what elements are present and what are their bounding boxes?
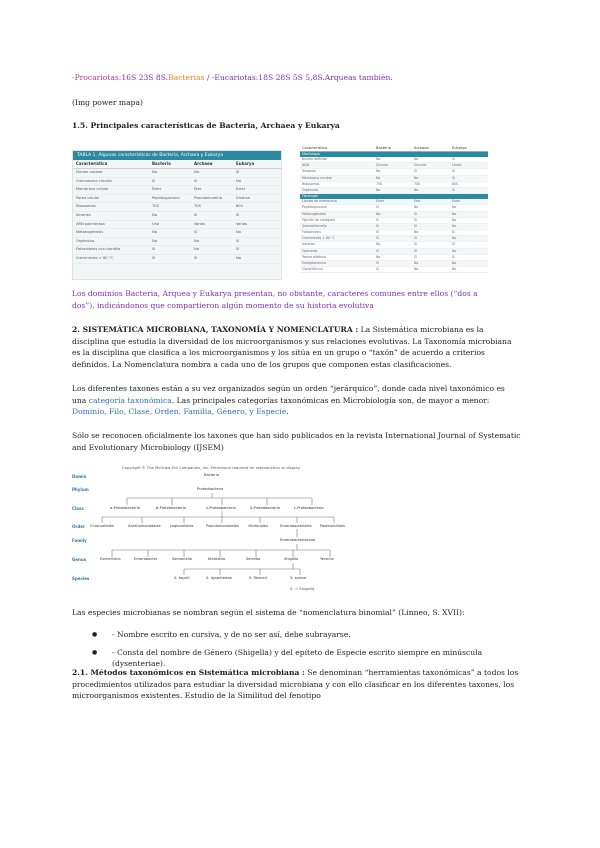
table-row [73,195,281,204]
taxonomy-diagram [72,465,372,595]
order-node: Legionellales [170,524,194,528]
taxones-text-2: . Las principales categorías taxonómicas en Microbiología son, de mayor a menor: [171,395,490,405]
table-cell: No [376,169,381,174]
table-cell: Operones [302,248,318,253]
table-cell: No [236,230,241,235]
table-cell: Sí [376,205,379,210]
table-row [73,186,281,195]
section-2-text: La Sistemática microbiana es la disciplina que estudia la diversidad de los microorganismos y sus relaciones evolutivas. La Taxonomía microbiana es la disciplina que clasifica a los microorganismos y los sitúa en un grupo o “taxón” de acuerdo a criterios definidos. La Nomenclatura nombra a cada uno de los grupos que componen estas clasificaciones. [72,325,512,369]
class-node: δ-Proteobacteria [250,506,280,510]
table-cell: Circular [414,163,427,168]
species-node: S. dysenteriae [206,576,232,580]
level-genus: Genus [72,557,87,562]
table-cell: Sí [376,223,379,228]
table-cell: ARN polimerasa [76,221,105,226]
table-cell: Sí [452,242,455,247]
table-cell: No [414,205,419,210]
species-node: S. sonnei [290,576,307,580]
table-cell: Sí [152,178,156,183]
table-cell: No [376,211,381,216]
table-cell: No [376,254,381,259]
table-cell: No [152,212,157,217]
table-cell: Intrones [76,212,91,217]
table-cell: Éter [414,199,421,204]
genus-node: Serratia [246,557,261,561]
table-cell: 70S [152,204,159,209]
table-cell: Ribosomas [302,181,320,186]
table-cell: Metanogénesis [302,211,327,216]
table-cell: Sí [376,261,379,265]
table-column-headers [300,145,488,152]
table-cell: No [152,170,157,174]
table-cell: Éter [194,187,202,192]
table-cell: Sí [452,169,455,174]
species-node: S. boydii [174,576,190,580]
genus-node: Yersinia [320,557,334,561]
level-family: Family [72,538,87,543]
col-header: Bacteria [152,161,171,166]
col-header: Archaea [194,161,213,166]
table-cell: Sí [414,217,417,222]
table-cell: No [452,267,457,272]
species-caption: S. = Shigella [290,586,315,591]
section-1-5-title: 1.5. Principales características de Bacteria, Archaea y Eukarya [72,121,340,130]
table-row [73,169,281,178]
procariotas-value: 16S 23S 8S. [121,73,169,82]
table-cell: Sí [376,217,379,222]
table-cell: Sí [414,236,417,241]
table-cell: Cloranfenicol [302,267,323,272]
table-cell: Orgánulos [302,187,319,192]
table-cell: Éster [152,187,162,192]
table-cell: Fotosíntesis [302,230,321,235]
table-cell: No [376,242,381,247]
table-cell: Intrones [302,242,316,247]
table-cell: Diversa [236,195,250,200]
table-cell: Sí [236,238,240,243]
family-node: Enterobacteriaceae [280,538,316,542]
table-cell: No [414,187,419,192]
ribosome-line [72,72,532,84]
table-cell: Crecimiento > 80 °C [302,236,335,241]
genus-node: Klebsiella [208,557,226,561]
table-cell: Sí [376,248,379,253]
table-cell: Metanogénesis [76,230,104,235]
section-2-1-paragraph [72,667,522,702]
table-cell: Sí [414,254,417,259]
level-domain: Domin [72,474,87,479]
genus-node: Escherichia [100,557,121,561]
binomial-paragraph: Las especies microbianas se nombran según el sistema de “nomenclatura binomial” (Linneo, S. XVII): [72,608,465,617]
taxones-paragraph [72,383,512,418]
table-cell: Sí [452,157,455,161]
table-cell: Pseudomureína [194,195,222,200]
table-cell: Núcleo nuclear [76,170,103,174]
table-section-header: Fisiología [300,194,488,199]
table-cell: No [414,230,419,235]
common-characters-paragraph: Los dominios Bacteria, Arquea y Eukarya presentan, no obstante, caracteres comunes entre ellos (“dos a dos”), indicándonos que compartieron algún momento de su historia evolutiva [72,289,478,310]
bacterias-word: Bacterias [168,73,205,82]
table-cell: Sí [414,242,417,247]
table-cell: Núcleo definido [302,157,327,161]
table-cell: Sí [194,212,198,217]
species-node: S. flexneri [249,576,268,580]
col-header: Eukarya [236,161,255,166]
level-species: Species [72,576,90,581]
table-cell: Estreptomicina [302,261,326,265]
table-cell: Peptidoglucano [152,195,180,200]
table-cell: No [376,175,381,180]
table-cell: Varias [194,221,205,226]
section-2-1-title: 2.1. Métodos taxonómicos en Sistemática microbiana : [72,668,305,677]
table-cell: 70S [194,204,201,209]
table-cell: Quimiolitotrofía [302,223,327,228]
order-node: Pasteurellales [320,524,345,528]
table-cell: Circular [376,163,389,168]
table-cell: Toxina diftérica [302,254,327,259]
table-cell: Cromosoma circular [76,178,113,183]
table-cell: Lineal [452,163,462,168]
table-cell: Éster [236,187,246,192]
table-cell: No [152,238,157,243]
table-cell: Varias [236,221,247,226]
copyright-caption: Copyright © The McGraw-Hill Companies, Inc. Permission required for reproduction or display. [122,465,301,470]
order-node: Enterobacteriales [280,524,312,528]
list-item: ● - Consta del nombre de Género (Shigella) y del epíteto de Especie escrito siempre en minúscula (dysenteriae). [92,647,532,670]
table-cell: No [376,187,381,192]
table-cell: No [414,157,419,161]
table-cell: Fijación de nitrógeno [302,217,336,222]
class-node: β-Proteobacteria [156,506,186,510]
table-cell: 80S [236,204,243,209]
table-header: TABLA 1. Algunas características de Bacteria, Archaea y Eukarya [73,151,281,160]
img-note: (Img power mapa) [72,98,143,107]
table-cell: No [452,236,457,241]
categories-list: Dominio, Filo, Clase, Orden, Familia, Género, y Especie [72,407,287,416]
characteristics-table-image [72,150,282,280]
genus-node: Shigella [284,557,299,561]
table-cell: Sí [152,255,156,260]
table-cell: Sí [414,211,417,216]
table-row [73,238,281,247]
table-cell: Sí [452,187,455,192]
order-node: Xanthomonadales [128,524,161,528]
table-cell: Sí [414,169,417,174]
table-cell: Histonas [302,169,316,174]
list-item: ● - Nombre escrito en cursiva, y de no ser así, debe subrayarse. [92,629,532,641]
table-cell: No [452,217,457,222]
genus-node: Enterobacter [134,557,158,561]
table-row [73,246,281,255]
table-cell: Sí [452,254,455,259]
table-cell: Orgánulos [76,238,95,243]
table-cell: No [452,261,457,265]
eucariotas-text: / -Eucariotas:18S 28S 5S 5,8S.Arqueas también. [204,73,393,82]
ijsem-paragraph: Sólo se reconocen oficialmente los taxones que han sido publicados en la revista International Journal of Systematic and Evolutionary Microbiology (IJSEM) [72,431,521,452]
order-node: Vibrionales [248,524,268,528]
section-2-1-text: Se denominan “herramientas taxonómicas” a todos los procedimientos utilizados para estudiar la diversidad microbiana y con ello clasificar en los diferentes taxones, los microorganismos existentes. Estudio de la Similitud del fenotipo [72,668,519,700]
table-cell: No [194,238,199,243]
table-cell: Sí [414,248,417,253]
table-row [73,212,281,221]
table-cell: Sí [452,175,455,180]
table-cell: Lípidos de membrana [302,199,337,204]
phylum-node: Proteobacteria [197,487,224,491]
table-row [73,178,281,187]
section-2-paragraph [72,324,512,370]
order-node: Chromatiales [90,524,114,528]
level-phylum: Phylum [72,487,89,492]
table-cell: Sí [236,170,240,174]
level-order: Order [72,524,85,529]
order-node: Pseudomonadales [206,524,239,528]
genus-node: Salmonella [172,557,192,561]
table-row [73,221,281,230]
table-cell: Crecimiento > 80 °C [76,255,114,260]
characteristics-table-image-2 [300,145,488,273]
table-cell: Una [152,221,160,226]
table-cell: No [452,223,457,228]
table-row [300,267,488,273]
table-cell: No [194,170,199,174]
col-header: Característica [302,146,327,150]
table-cell: Peptidoglucano [302,205,327,210]
table-cell: Sí [194,230,198,235]
table-cell: Membrana celular [76,187,109,192]
taxones-text: Los diferentes taxones están a su vez organizados según un orden “jerárquico”, donde cada nivel taxonómico es una [72,384,505,405]
categoria-link: categoría taxonómica [88,395,172,405]
table-cell: No [194,247,199,252]
table-cell: Sí [376,230,379,235]
domain-value: Bacteria [204,473,219,477]
table-cell: 80S [452,181,459,186]
table-cell: Sí [376,267,379,272]
class-node: γ-Proteobacteria [206,506,236,510]
col-header: Eukarya [452,146,467,150]
table-cell: No [452,248,457,253]
table-body [300,152,488,273]
section-2-title: 2. SISTEMÁTICA MICROBIANA, TAXONOMÍA Y NOMENCLATURA : [72,325,359,334]
procariotas-label: -Procariotas: [72,73,122,82]
class-node: ε-Proteobacteria [294,506,324,510]
table-cell: Sí [452,230,455,235]
table-cell: Sí [194,255,198,260]
table-cell: No [414,261,419,265]
table-cell: Pared celular [76,195,100,200]
table-cell: No [452,205,457,210]
level-class: Class [72,506,84,511]
table-cell: Éster [376,199,385,204]
table-row [73,255,281,264]
col-header: Bacteria [376,146,391,150]
table-cell: Sí [152,247,156,252]
table-cell: Sí [194,178,198,183]
table-section-header: Morfología [300,152,488,157]
binomial-rules-list [92,629,532,670]
table-cell: 70S [376,181,383,186]
table-cell: Sí [376,236,379,241]
col-header: Característica [76,161,108,166]
table-cell: Ribosomas [76,204,96,209]
table-cell: Sí [236,212,240,217]
table-cell: No [236,178,241,183]
table-cell: No [452,211,457,216]
table-row [73,229,281,238]
table-cell: 70S [414,181,421,186]
table-row [73,203,281,212]
table-body [73,169,281,264]
table-cell: Sí [236,247,240,252]
table-cell: No [414,267,419,272]
col-header: Archaea [414,146,429,150]
table-cell: Membrana nuclear [302,175,332,180]
class-node: α-Proteobacteria [110,506,140,510]
table-cell: No [376,157,381,161]
table-cell: ADN [302,163,310,168]
table-cell: Sí [414,223,417,228]
table-cell: No [236,255,241,260]
table-cell: No [152,230,157,235]
table-column-headers [73,160,281,169]
table-cell: No [414,175,419,180]
period: . [286,407,289,416]
table-cell: Fotosíntesis con clorofila [76,247,121,252]
table-cell: Éster [452,199,461,204]
